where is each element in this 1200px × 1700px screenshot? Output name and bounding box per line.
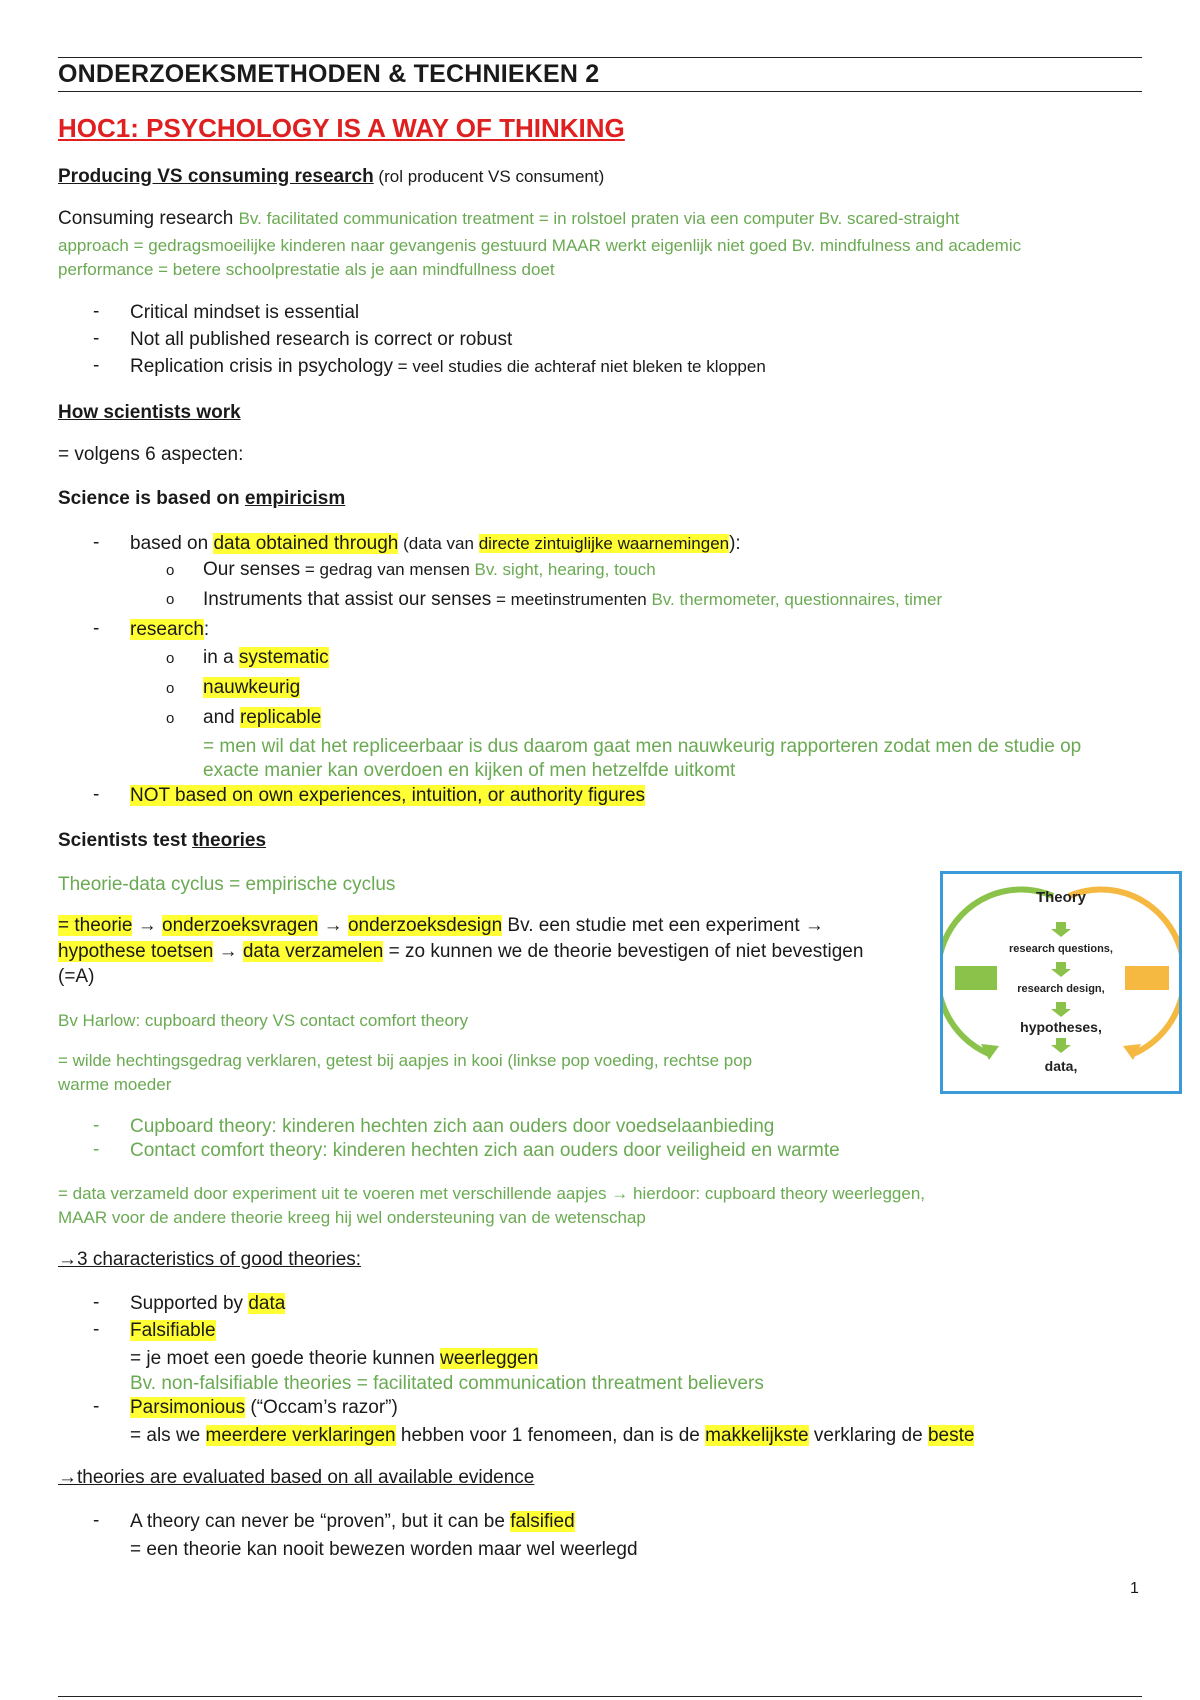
list-item <box>130 1292 285 1316</box>
bullet-dash: - <box>93 328 100 349</box>
text: = gedrag van mensen <box>300 560 475 579</box>
highlight: replicable <box>239 707 322 728</box>
highlight: data obtained through <box>213 533 399 554</box>
replicable-note-1: = men wil dat het repliceerbaar is dus daarom gaat men nauwkeurig rapporteren zodat men de studie op <box>203 736 1082 757</box>
text: verklaring de <box>808 1425 928 1446</box>
highlight: nauwkeurig <box>203 677 301 698</box>
bullet-dash: - <box>93 784 100 805</box>
highlight: weerleggen <box>440 1348 539 1369</box>
list-item: Not all published research is correct or robust <box>130 329 513 350</box>
theory-data-cycle-figure <box>940 871 1182 1094</box>
list-item: Critical mindset is essential <box>130 302 360 323</box>
sub-list-item <box>203 676 300 700</box>
data-note-1: = data verzameld door experiment uit te voeren met verschillende aapjes → hierdoor: cupboard theory weerleggen, <box>58 1184 926 1203</box>
green-example: Bv. thermometer, questionnaires, timer <box>651 590 943 609</box>
list-item <box>130 1396 398 1420</box>
empiricism-heading-word: empiricism <box>244 488 346 509</box>
producing-heading-note: (rol producent VS consument) <box>373 167 605 186</box>
highlight: data <box>248 1293 286 1314</box>
list-item <box>130 784 645 808</box>
bullet-dash: - <box>93 1396 100 1417</box>
text: : <box>203 619 210 640</box>
highlight: beste <box>927 1425 975 1446</box>
evidence-heading: →theories are evaluated based on all available evidence <box>58 1467 535 1488</box>
producing-heading-line <box>58 165 1138 189</box>
bullet-dash: - <box>93 1510 100 1531</box>
down-arrow-icon <box>1051 922 1071 937</box>
text: based on <box>130 533 214 554</box>
bullet-dash: - <box>93 301 100 322</box>
highlight: meerdere verklaringen <box>205 1425 396 1446</box>
bullet-dash: - <box>93 1139 100 1160</box>
six-aspects-line: = volgens 6 aspecten: <box>58 444 244 465</box>
bullet-dash: - <box>93 1292 100 1313</box>
harlow-note-2: warme moeder <box>58 1075 172 1094</box>
cycle-line: Theorie-data cyclus = empirische cyclus <box>58 874 396 895</box>
highlight: = theorie <box>58 915 133 936</box>
sub-bullet-circle: o <box>166 650 175 667</box>
cycle-steps-line2 <box>58 940 938 964</box>
green-example: Bv. sight, hearing, touch <box>474 560 656 579</box>
bottom-rule <box>58 1696 1142 1697</box>
bullet-dash: - <box>93 618 100 639</box>
text: Our senses <box>203 559 301 580</box>
text: Bv. een studie met een experiment → <box>502 915 824 936</box>
highlight: onderzoeksdesign <box>347 915 503 936</box>
text: Instruments that assist our senses <box>203 589 492 610</box>
highlight: systematic <box>238 647 329 668</box>
replication-crisis: Replication crisis in psychology <box>130 356 393 377</box>
parsimonious-note <box>130 1424 974 1448</box>
consuming-label: Consuming research <box>58 208 239 229</box>
down-arrow-icon <box>1051 962 1071 977</box>
bullet-dash: - <box>93 355 100 376</box>
text: (data van <box>398 534 479 553</box>
list-item <box>130 1510 575 1534</box>
text: and <box>203 707 240 728</box>
consuming-examples-3: performance = betere schoolprestatie als je aan mindfullness doet <box>58 260 555 279</box>
highlight: Parsimonious <box>130 1397 246 1418</box>
highlight: hypothese toetsen <box>58 941 214 962</box>
sub-bullet-circle: o <box>166 680 175 697</box>
producing-heading: Producing VS consuming research <box>58 166 374 187</box>
sub-list-item <box>203 588 942 612</box>
theories-heading-word: theories <box>192 830 267 851</box>
theories-heading <box>58 829 1138 853</box>
page-number: 1 <box>1130 1580 1139 1597</box>
bullet-dash: - <box>93 532 100 553</box>
text: A theory can never be “proven”, but it can be <box>130 1511 511 1532</box>
bullet-dash: - <box>93 1319 100 1340</box>
consuming-research-line1 <box>58 207 1138 231</box>
fig-research-design: research design, <box>1017 983 1105 995</box>
lecture-heading: HOC1: PSYCHOLOGY IS A WAY OF THINKING <box>58 113 625 143</box>
text: = als we <box>130 1425 206 1446</box>
highlight: makkelijkste <box>705 1425 809 1446</box>
data-note-2: MAAR voor de andere theorie kreeg hij wel ondersteuning van de wetenschap <box>58 1208 646 1227</box>
empiricism-heading <box>58 487 1138 511</box>
fig-data: data, <box>1044 1058 1078 1074</box>
falsifiable-example: Bv. non-falsifiable theories = facilitated communication threatment believers <box>130 1373 764 1394</box>
sub-bullet-circle: o <box>166 591 175 608</box>
arrow: → <box>132 915 163 936</box>
arrow: → <box>318 915 348 936</box>
sub-bullet-circle: o <box>166 562 175 579</box>
theories-heading-prefix: Scientists test <box>58 830 193 851</box>
text: (“Occam’s razor”) <box>245 1397 398 1418</box>
highlight: onderzoeksvragen <box>162 915 319 936</box>
sub-list-item <box>203 646 329 670</box>
down-arrow-icon <box>1051 1002 1071 1017</box>
fig-theory: Theory <box>1035 889 1087 906</box>
right-label-box <box>1125 966 1169 990</box>
text: Supported by <box>130 1293 249 1314</box>
list-item <box>130 618 209 642</box>
sub-bullet-circle: o <box>166 710 175 727</box>
text: in a <box>203 647 239 668</box>
top-rule <box>58 57 1142 58</box>
text: hebben voor 1 fenomeen, dan is de <box>395 1425 706 1446</box>
highlight: falsified <box>510 1511 575 1532</box>
highlight: directe zintuiglijke waarnemingen <box>478 534 730 553</box>
text: = zo kunnen we de theorie bevestigen of niet bevestigen <box>383 941 864 962</box>
evidence-note: = een theorie kan nooit bewezen worden maar wel weerlegd <box>130 1539 638 1560</box>
highlight: research <box>130 619 204 640</box>
falsifiable-note <box>130 1347 538 1371</box>
text: ): <box>729 533 741 554</box>
how-heading-line <box>58 401 1138 425</box>
consuming-examples-2: approach = gedragsmoeilijke kinderen naar gevangenis gestuurd MAAR werkt eigenlijk niet goed Bv. mindfulness and academic <box>58 236 1022 255</box>
highlight: data verzamelen <box>242 941 384 962</box>
empiricism-heading-prefix: Science is based on <box>58 488 245 509</box>
how-scientists-heading: How scientists work <box>58 402 241 423</box>
highlight: NOT based on own experiences, intuition, or authority figures <box>130 785 646 806</box>
cycle-steps-line1 <box>58 914 918 938</box>
down-arrow-icon <box>1051 1038 1071 1053</box>
bullet-dash: - <box>93 1115 100 1136</box>
fig-hypotheses: hypotheses, <box>1020 1019 1102 1035</box>
fig-research-questions: research questions, <box>1009 943 1113 955</box>
characteristics-heading: →3 characteristics of good theories: <box>58 1249 362 1270</box>
evidence-heading-line <box>58 1466 1138 1490</box>
document-title: ONDERZOEKSMETHODEN & TECHNIEKEN 2 <box>58 60 600 88</box>
cycle-steps-line3: (=A) <box>58 966 95 987</box>
characteristics-heading-line <box>58 1248 1138 1272</box>
highlight: Falsifiable <box>130 1320 216 1341</box>
replicable-note-2: exacte manier kan overdoen en kijken of men hetzelfde uitkomt <box>203 760 736 781</box>
sub-list-item <box>203 558 656 582</box>
arrow: → <box>213 941 243 962</box>
cycle-diagram <box>943 874 1179 1091</box>
list-item <box>130 532 741 556</box>
replication-note: = veel studies die achteraf niet bleken te kloppen <box>392 357 766 376</box>
text: = meetinstrumenten <box>491 590 652 609</box>
title-underline-rule <box>58 91 1142 92</box>
contact-comfort-item: Contact comfort theory: kinderen hechten zich aan ouders door veiligheid en warmte <box>130 1140 840 1161</box>
consuming-examples-1: Bv. facilitated communication treatment = in rolstoel praten via een computer Bv. scared-straight <box>238 209 960 228</box>
harlow-note-1: = wilde hechtingsgedrag verklaren, getest bij aapjes in kooi (linkse pop voeding, rechtse pop <box>58 1051 753 1070</box>
list-item <box>130 355 766 379</box>
text: = je moet een goede theorie kunnen <box>130 1348 441 1369</box>
list-item <box>130 1319 216 1343</box>
left-label-box <box>955 966 997 990</box>
harlow-line: Bv Harlow: cupboard theory VS contact comfort theory <box>58 1011 469 1030</box>
cupboard-theory-item: Cupboard theory: kinderen hechten zich aan ouders door voedselaanbieding <box>130 1116 775 1137</box>
sub-list-item <box>203 706 321 730</box>
